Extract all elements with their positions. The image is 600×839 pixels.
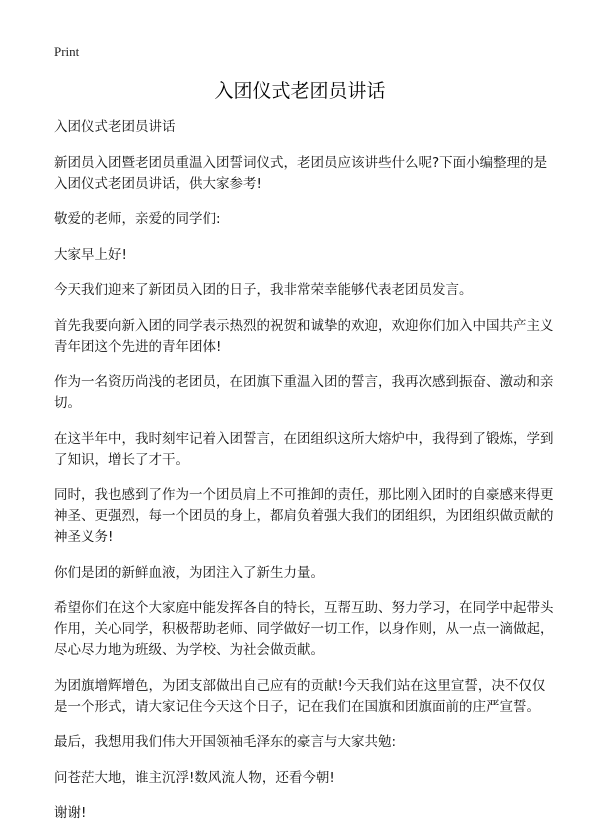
paragraph-greeting: 大家早上好!	[54, 246, 127, 263]
paragraph-quote: 问苍茫大地，谁主沉浮!数风流人物，还看今朝!	[54, 769, 335, 786]
paragraph-intro: 新团员入团暨老团员重温入团誓词仪式，老团员应该讲些什么呢?下面小编整理的是入团仪式老团员讲话，供大家参考!	[54, 154, 548, 192]
paragraph-body: 同时，我也感到了作为一个团员肩上不可推卸的责任，那比刚入团时的自豪感来得更神圣、更强烈，每一个团员的身上，都肩负着强大我们的团组织，为团组织做贡献的神圣义务!	[54, 487, 554, 545]
paragraph-body: 在这半年中，我时刻牢记着入团誓言，在团组织这所大熔炉中，我得到了锻炼，学到了知识，增长了才干。	[54, 430, 554, 468]
paragraph-body: 首先我要向新入团的同学表示热烈的祝贺和诚挚的欢迎，欢迎你们加入中国共产主义青年团这个先进的青年团体!	[54, 317, 554, 355]
paragraph-closing: 谢谢!	[54, 805, 87, 821]
paragraph-body: 希望你们在这个大家庭中能发挥各自的特长，互帮互助、努力学习，在同学中起带头作用，关心同学，积极帮助老师、同学做好一切工作，以身作则，从一点一滴做起，尽心尽力地为班级、为学校、为社会做贡献。	[54, 600, 554, 658]
paragraph-body: 你们是团的新鲜血液，为团注入了新生力量。	[54, 564, 324, 581]
paragraph-salutation: 敬爱的老师，亲爱的同学们:	[54, 211, 221, 227]
paragraph-body: 今天我们迎来了新团员入团的日子，我非常荣幸能够代表老团员发言。	[54, 282, 473, 298]
paragraph-body: 为团旗增辉增色，为团支部做出自己应有的贡献!今天我们站在这里宣誓，决不仅仅是一个形式，请大家记住今天这个日子，记在我们在国旗和团旗面前的庄严宣誓。	[54, 677, 546, 715]
paragraph-subtitle: 入团仪式老团员讲话	[54, 119, 176, 135]
document-body	[54, 117, 554, 839]
document-title: 入团仪式老团员讲话	[214, 80, 386, 102]
print-link[interactable]: Print	[54, 44, 80, 59]
paragraph-body: 作为一名资历尚浅的老团员，在团旗下重温入团的誓言，我再次感到振奋、激动和亲切。	[54, 374, 554, 411]
paragraph-body: 最后，我想用我们伟大开国领袖毛泽东的豪言与大家共勉:	[54, 734, 397, 750]
